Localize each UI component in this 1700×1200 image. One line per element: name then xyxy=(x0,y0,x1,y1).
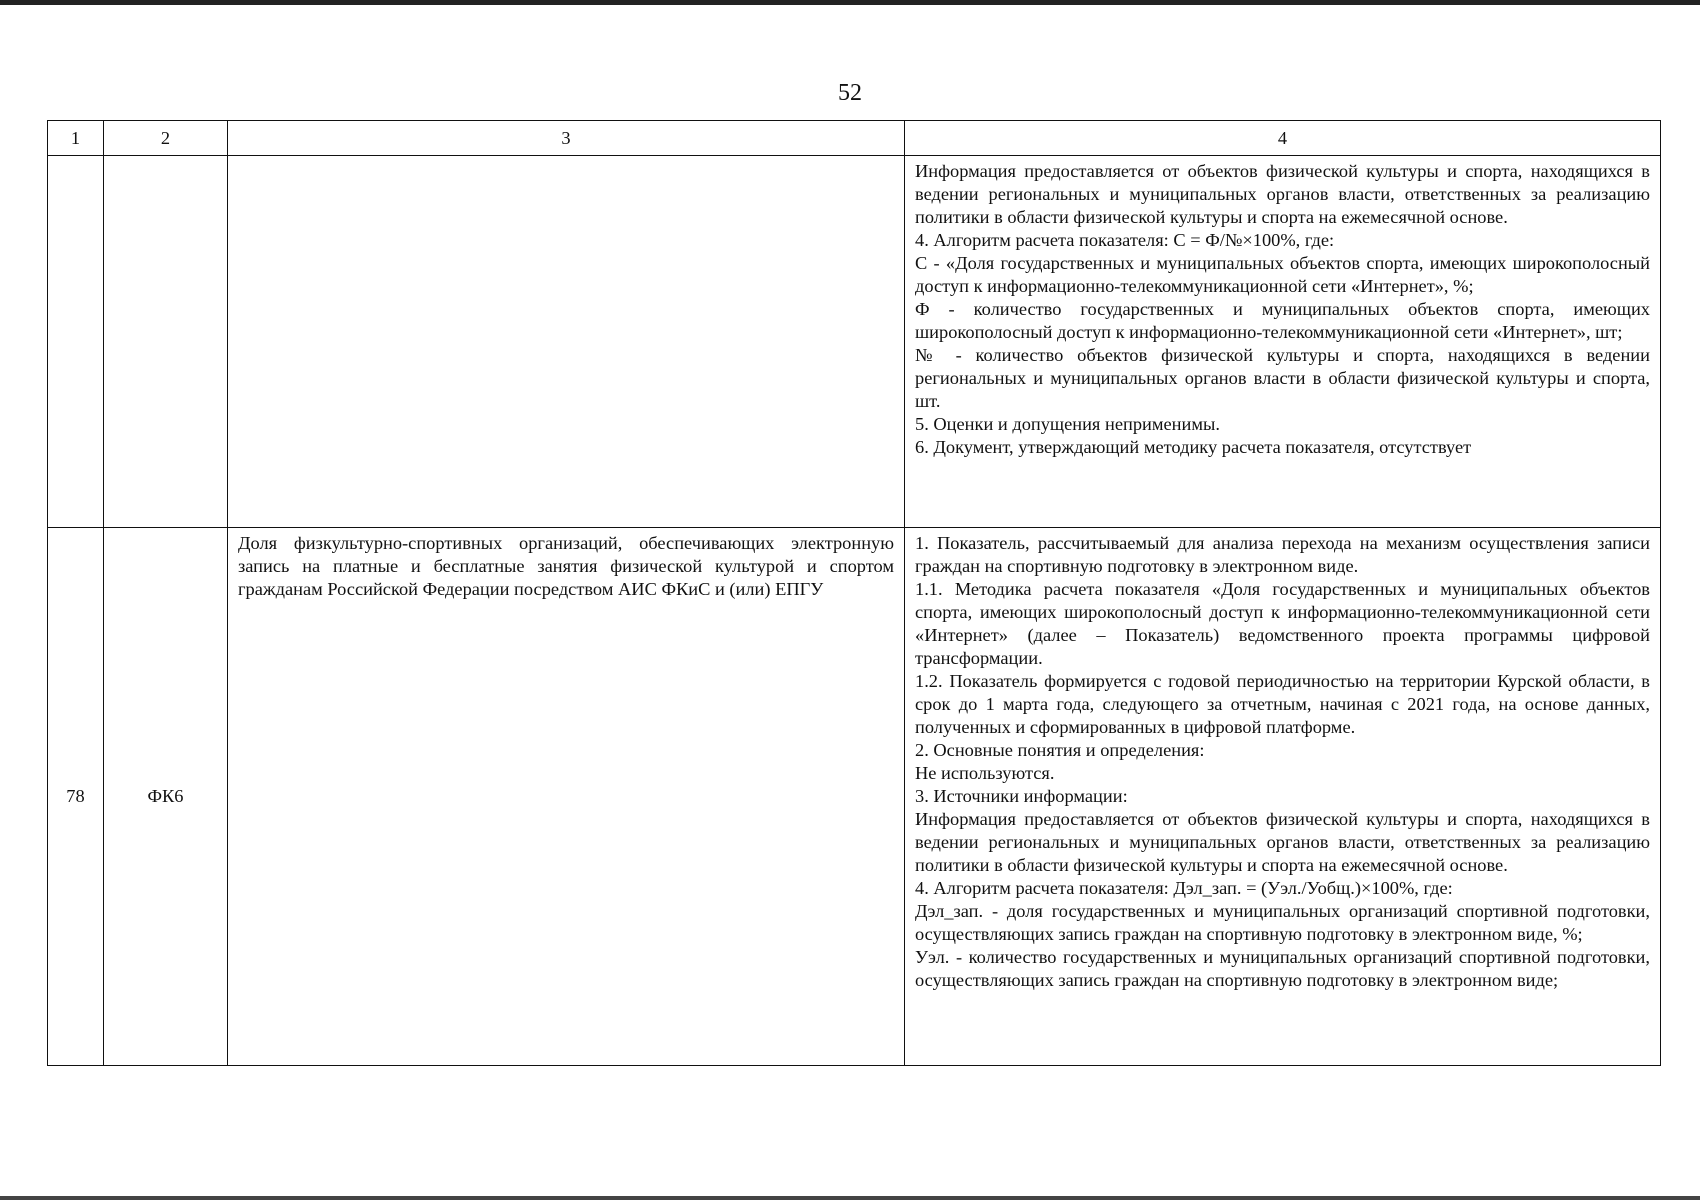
header-cell-3: 3 xyxy=(228,121,905,156)
row-number-cell: 78 xyxy=(48,528,104,1066)
header-cell-4: 4 xyxy=(905,121,1661,156)
methodology-paragraph: 3. Источники информации: xyxy=(915,786,1128,806)
header-cell-1: 1 xyxy=(48,121,104,156)
methodology-paragraph: Ф - количество государственных и муниципальных объектов спорта, имеющих широкополосный доступ к информационно-телекоммуникационной сети «Интернет», шт; xyxy=(915,299,1650,342)
page-number: 52 xyxy=(838,80,862,106)
row-number-cell xyxy=(48,156,104,528)
table-header-row xyxy=(48,121,1661,156)
methodology-paragraph: Дэл_зап. - доля государственных и муниципальных организаций спортивной подготовки, осуществляющих запись граждан на спортивную подготовку в электронном виде, %; xyxy=(915,901,1650,944)
methodology-paragraph: 4. Алгоритм расчета показателя: С = Ф/№×100%, где: xyxy=(915,230,1335,250)
methodology-paragraph: Уэл. - количество государственных и муниципальных организаций спортивной подготовки, осуществляющих запись граждан на спортивную подготовку в электронном виде; xyxy=(915,947,1650,990)
indicator-code-cell xyxy=(104,156,228,528)
methodology-paragraph: 1.2. Показатель формируется с годовой периодичностью на территории Курской области, в срок до 1 марта года, следующего за отчетным, начиная с 2021 года, на основе данных, полученных и сформированных в цифровой платформе. xyxy=(915,671,1650,737)
methodology-paragraph: № - количество объектов физической культуры и спорта, находящихся в ведении региональных и муниципальных органов власти в области физической культуры и спорта, шт. xyxy=(915,345,1650,411)
scan-edge-bottom xyxy=(0,1196,1700,1200)
methodology-paragraph: Не используются. xyxy=(915,763,1055,783)
indicator-code-cell: ФК6 xyxy=(104,528,228,1066)
methodology-paragraph: 4. Алгоритм расчета показателя: Дэл_зап. = (Уэл./Уобщ.)×100%, где: xyxy=(915,878,1453,898)
scan-edge-top xyxy=(0,0,1700,5)
methodology-paragraph: Информация предоставляется от объектов физической культуры и спорта, находящихся в ведении региональных и муниципальных органов власти, ответственных за реализацию политики в области физической культуры и спорта на ежемесячной основе. xyxy=(915,161,1650,227)
methodology-paragraph: 5. Оценки и допущения неприменимы. xyxy=(915,414,1220,434)
methodology-paragraph: 6. Документ, утверждающий методику расчета показателя, отсутствует xyxy=(915,437,1472,457)
methodology-cell xyxy=(905,156,1661,528)
header-cell-2: 2 xyxy=(104,121,228,156)
methodology-paragraph: 1.1. Методика расчета показателя «Доля государственных и муниципальных объектов спорта, имеющих широкополосный доступ к информационно-телекоммуникационной сети «Интернет» (далее – Показатель) ведомственного проекта программы цифровой трансформации. xyxy=(915,579,1650,668)
methodology-paragraph: 1. Показатель, рассчитываемый для анализа перехода на механизм осуществления записи граждан на спортивную подготовку в электронном виде. xyxy=(915,533,1650,576)
indicator-name-cell: Доля физкультурно-спортивных организаций, обеспечивающих электронную запись на платные и бесплатные занятия физической культурой и спортом гражданам Российской Федерации посредством АИС ФКиС и (или) ЕПГУ xyxy=(228,528,905,1066)
methodology-paragraph: 2. Основные понятия и определения: xyxy=(915,740,1205,760)
table-row xyxy=(48,156,1661,528)
indicator-name-cell xyxy=(228,156,905,528)
indicators-table xyxy=(47,120,1661,1066)
methodology-cell xyxy=(905,528,1661,1066)
methodology-paragraph: Информация предоставляется от объектов физической культуры и спорта, находящихся в ведении региональных и муниципальных органов власти, ответственных за реализацию политики в области физической культуры и спорта на ежемесячной основе. xyxy=(915,809,1650,875)
table-row xyxy=(48,528,1661,1066)
methodology-paragraph: С - «Доля государственных и муниципальных объектов спорта, имеющих широкополосный доступ к информационно-телекоммуникационной сети «Интернет», %; xyxy=(915,253,1650,296)
